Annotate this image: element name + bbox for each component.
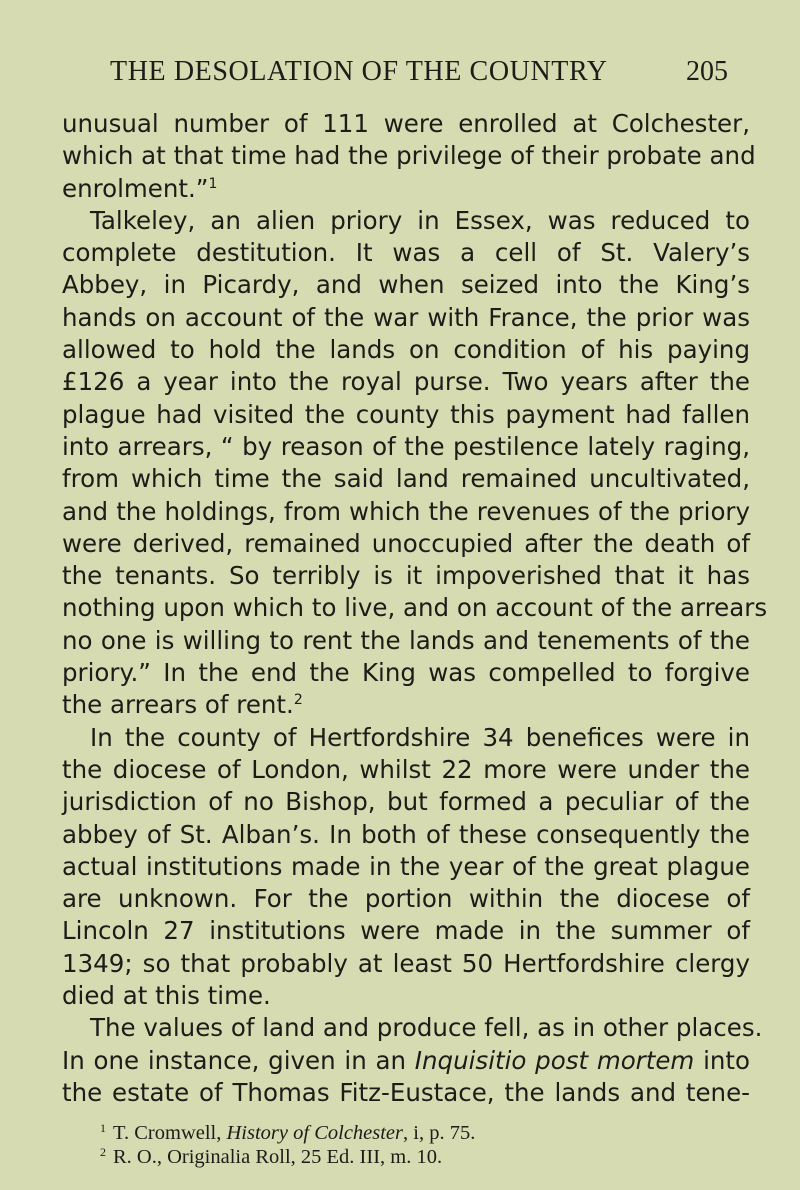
text-line: unusual number of 111 were enrolled at Colchester, — [62, 109, 750, 138]
text-line: plague had visited the county this payment had fallen — [62, 399, 750, 429]
text-line: Abbey, in Picardy, and when seized into the King’s — [62, 270, 750, 300]
text-line: were derived, remained unoccupied after the death of — [62, 528, 750, 558]
footnote-text: T. Cromwell, — [113, 1122, 222, 1144]
footnote-marker: 2 — [100, 1144, 106, 1159]
text-line: into arrears, “ by reason of the pestilence lately raging, — [62, 431, 750, 461]
footnote-ref: 2 — [293, 692, 303, 709]
line-text: the arrears of rent. — [62, 690, 294, 720]
paragraph-start: In the county of Hertfordshire 34 benefices were in — [90, 722, 750, 752]
text-line: from which time the said land remained uncultivated, — [62, 464, 750, 494]
paragraph-start: The values of land and produce fell, as in other places. — [90, 1013, 763, 1043]
text-line: the tenants. So terribly is it impoverished that it has — [62, 561, 750, 591]
running-head — [0, 56, 800, 96]
text-line: and the holdings, from which the revenues of the priory — [62, 496, 750, 526]
footnote-text: R. O., Originalia Roll, 25 Ed. III, m. 10. — [113, 1145, 443, 1168]
text-line: £126 a year into the royal purse. Two years after the — [62, 367, 750, 397]
line-text: In one instance, given in an — [62, 1045, 407, 1075]
text-line: no one is willing to rent the lands and tenements of the — [62, 625, 750, 655]
text-line: priory.” In the end the King was compelled to forgive — [62, 658, 750, 688]
text-line: the diocese of London, whilst 22 more were under the — [62, 754, 750, 784]
footnote — [62, 1122, 750, 1146]
page-number: 205 — [686, 56, 728, 87]
text-line: actual institutions made in the year of the great plague — [62, 851, 750, 881]
text-line: Lincoln 27 institutions were made in the summer of — [62, 916, 750, 946]
text-line: the estate of Thomas Fitz-Eustace, the lands and tene- — [62, 1077, 750, 1107]
running-head-title: THE DESOLATION OF THE COUNTRY — [110, 56, 608, 87]
text-line: died at this time. — [62, 981, 271, 1011]
text-line — [62, 173, 750, 205]
text-line: nothing upon which to live, and on account of the arrears — [62, 593, 768, 623]
text-line: hands on account of the war with France, the prior was — [62, 302, 750, 332]
footnote-title: History of Colchester — [226, 1122, 404, 1144]
latin-term: Inquisitio post mortem — [414, 1045, 695, 1075]
footnote-marker: 1 — [100, 1121, 106, 1135]
footnote — [62, 1146, 750, 1170]
paragraph-start: Talkeley, an alien priory in Essex, was reduced to — [90, 205, 750, 235]
text-line: 1349; so that probably at least 50 Hertfordshire clergy — [62, 948, 750, 978]
text-line: allowed to hold the lands on condition of his paying — [62, 335, 750, 365]
text-line: are unknown. For the portion within the diocese of — [62, 884, 750, 914]
footnotes — [62, 1122, 750, 1169]
text-line: jurisdiction of no Bishop, but formed a peculiar of the — [62, 787, 750, 817]
footnote-ref: 1 — [208, 175, 218, 192]
text-line: complete destitution. It was a cell of St. Valery’s — [62, 238, 750, 268]
text-line — [62, 1045, 750, 1077]
text-line — [62, 689, 750, 721]
line-text: enrolment.” — [62, 173, 209, 203]
text-line: which at that time had the privilege of their probate and — [62, 141, 756, 171]
text-line: abbey of St. Alban’s. In both of these consequently the — [62, 819, 750, 849]
line-text: into — [703, 1045, 751, 1075]
footnote-text: , i, p. 75. — [403, 1122, 476, 1144]
body-text — [62, 108, 768, 1109]
